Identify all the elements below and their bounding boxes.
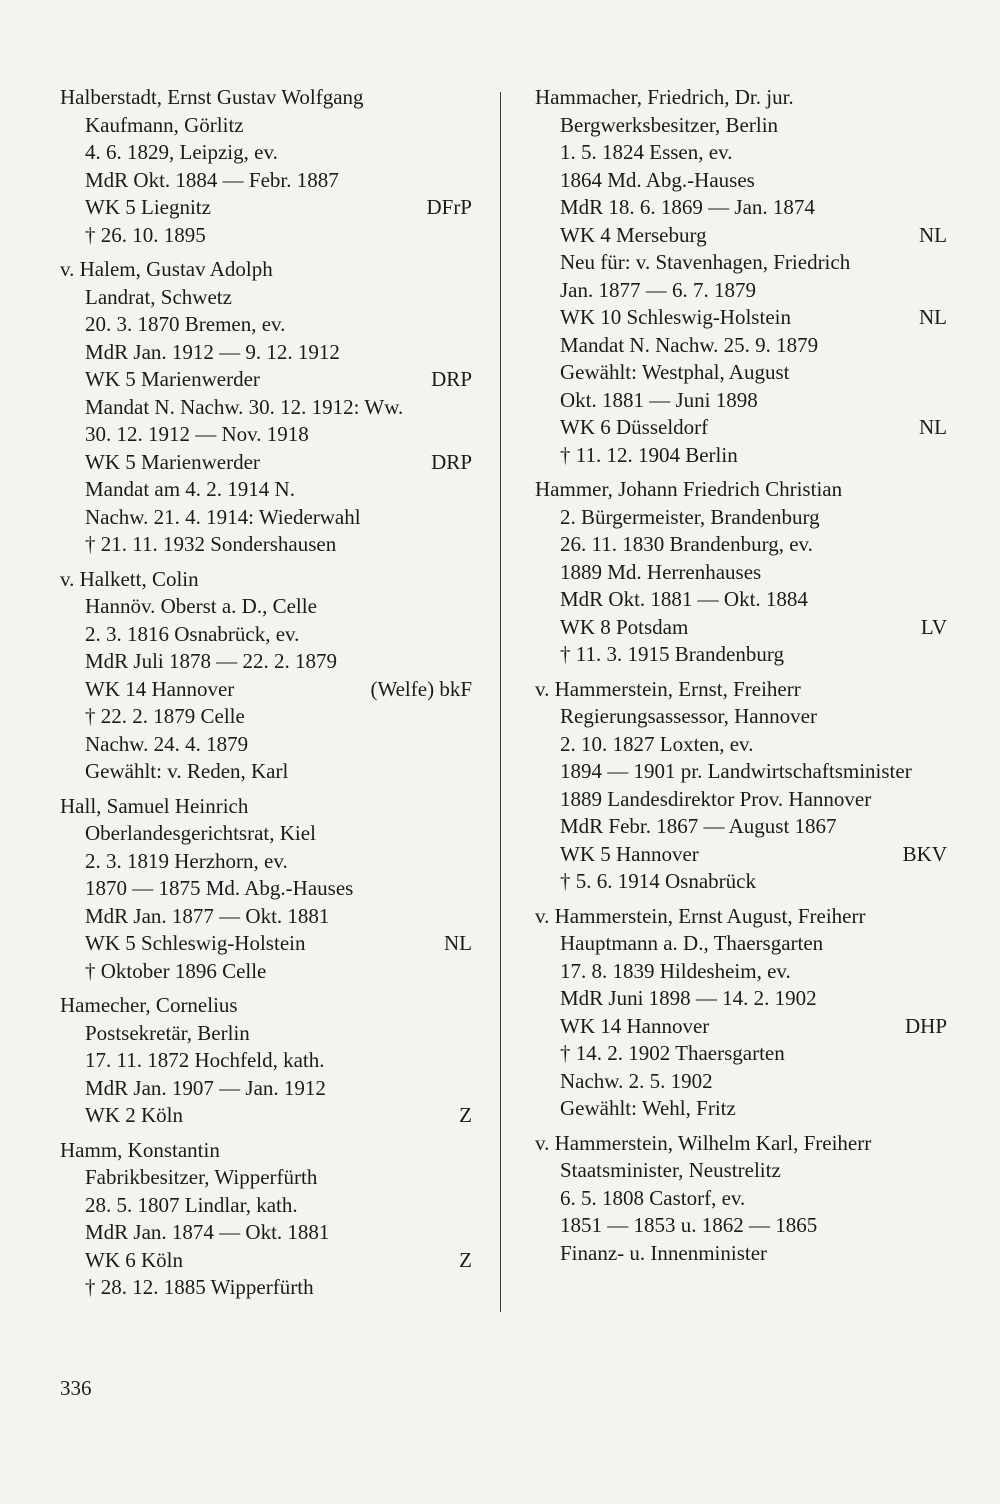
- line-text: Oberlandesgerichtsrat, Kiel: [85, 821, 316, 845]
- entry-line: [535, 559, 947, 587]
- line-text: Gewählt: Wehl, Fritz: [560, 1096, 736, 1120]
- entry-line: [535, 703, 947, 731]
- entry-line: [535, 332, 947, 360]
- entry-line: [535, 786, 947, 814]
- entry-line: [60, 112, 472, 140]
- entry-line: [60, 194, 472, 222]
- line-text: Hamecher, Cornelius: [60, 993, 238, 1017]
- line-text: 1894 — 1901 pr. Landwirtschaftsminister: [560, 759, 912, 783]
- party-label: DFrP: [426, 195, 472, 219]
- entry: [535, 84, 947, 469]
- line-text: MdR 18. 6. 1869 — Jan. 1874: [560, 195, 815, 219]
- entry-line: [60, 676, 472, 704]
- entry: [60, 256, 472, 559]
- entry-line: [535, 1185, 947, 1213]
- line-text: WK 5 Marienwerder: [85, 367, 260, 391]
- entry-line: [535, 1040, 947, 1068]
- entry-line: [60, 848, 472, 876]
- line-text: Jan. 1877 — 6. 7. 1879: [560, 277, 756, 302]
- line-text: Hamm, Konstantin: [60, 1137, 220, 1162]
- line-text: 1889 Md. Herrenhauses: [560, 559, 762, 584]
- entry-line: [535, 641, 947, 669]
- entry-line: [535, 359, 947, 387]
- line-text: † 11. 3. 1915 Brandenburg: [560, 642, 784, 666]
- entry-line: [535, 985, 947, 1013]
- entry-line: [60, 339, 472, 367]
- entry-line: [60, 366, 472, 394]
- line-text: v. Halem, Gustav Adolph: [60, 257, 273, 281]
- left-column: [60, 84, 472, 1309]
- entry: [535, 476, 947, 669]
- entry-line: [535, 930, 947, 958]
- line-text: † 11. 12. 1904 Berlin: [560, 442, 738, 467]
- entry: [535, 676, 947, 896]
- entry-heading: [535, 476, 947, 504]
- entry-line: [535, 1068, 947, 1096]
- entry: [60, 1137, 472, 1302]
- entry-heading: [535, 903, 947, 931]
- line-text: v. Hammerstein, Ernst August, Freiherr: [535, 903, 866, 928]
- line-text: WK 5 Schleswig-Holstein: [85, 931, 306, 955]
- entry-heading: [60, 566, 472, 594]
- party-label: DHP: [904, 1013, 947, 1038]
- entry-line: [60, 731, 472, 759]
- entry-line: [60, 1020, 472, 1048]
- entry: [60, 992, 472, 1130]
- entry-line: [60, 930, 472, 958]
- entry-line: [535, 958, 947, 986]
- entry-line: [60, 1075, 472, 1103]
- entry-line: [535, 841, 947, 869]
- entry-line: [60, 476, 472, 504]
- line-text: 2. 3. 1816 Osnabrück, ev.: [85, 621, 300, 646]
- line-text: MdR Jan. 1907 — Jan. 1912: [85, 1075, 326, 1100]
- party-label: NL: [444, 931, 472, 955]
- line-text: 1889 Landesdirektor Prov. Hannover: [560, 786, 872, 811]
- party-label: DRP: [431, 367, 472, 391]
- line-text: WK 8 Potsdam: [560, 614, 689, 639]
- line-text: WK 10 Schleswig-Holstein: [560, 305, 791, 329]
- entry-heading: [60, 1137, 472, 1165]
- line-text: WK 14 Hannover: [85, 676, 235, 701]
- entry-line: [535, 167, 947, 195]
- line-text: Kaufmann, Görlitz: [85, 112, 244, 137]
- line-text: 4. 6. 1829, Leipzig, ev.: [85, 140, 278, 164]
- line-text: † 22. 2. 1879 Celle: [85, 704, 245, 728]
- line-text: WK 5 Hannover: [560, 841, 699, 866]
- entry-line: [60, 1164, 472, 1192]
- entry-line: [60, 222, 472, 250]
- line-text: Gewählt: Westphal, August: [560, 360, 790, 384]
- line-text: Hannöv. Oberst a. D., Celle: [85, 594, 317, 618]
- line-text: 17. 8. 1839 Hildesheim, ev.: [560, 958, 791, 983]
- entry-line: [535, 531, 947, 559]
- line-text: Staatsminister, Neustrelitz: [560, 1158, 781, 1182]
- line-text: Okt. 1881 — Juni 1898: [560, 387, 758, 412]
- line-text: 2. 3. 1819 Herzhorn, ev.: [85, 848, 288, 873]
- line-text: Neu für: v. Stavenhagen, Friedrich: [560, 250, 851, 274]
- party-label: BKV: [902, 841, 947, 866]
- line-text: MdR Okt. 1884 — Febr. 1887: [85, 167, 339, 192]
- entry-line: [535, 1095, 947, 1123]
- entry: [60, 84, 472, 249]
- line-text: MdR Juli 1878 — 22. 2. 1879: [85, 649, 338, 673]
- line-text: † 28. 12. 1885 Wipperfürth: [85, 1275, 314, 1299]
- line-text: Bergwerksbesitzer, Berlin: [560, 112, 779, 137]
- line-text: Regierungsassessor, Hannover: [560, 704, 817, 728]
- line-text: MdR Jan. 1874 — Okt. 1881: [85, 1220, 330, 1244]
- entry-line: [60, 504, 472, 532]
- entry-line: [60, 139, 472, 167]
- line-text: Fabrikbesitzer, Wipperfürth: [85, 1165, 318, 1189]
- line-text: MdR Okt. 1881 — Okt. 1884: [560, 587, 808, 611]
- line-text: v. Halkett, Colin: [60, 566, 199, 591]
- entry: [60, 793, 472, 986]
- line-text: v. Hammerstein, Ernst, Freiherr: [535, 676, 801, 701]
- party-label: DRP: [431, 449, 472, 474]
- entry-line: [535, 504, 947, 532]
- entry: [535, 1130, 947, 1268]
- line-text: MdR Juni 1898 — 14. 2. 1902: [560, 986, 817, 1010]
- entry-line: [60, 648, 472, 676]
- entry-line: [535, 868, 947, 896]
- line-text: WK 6 Köln: [85, 1247, 183, 1272]
- entry-heading: [60, 793, 472, 821]
- line-text: Nachw. 2. 5. 1902: [560, 1068, 713, 1093]
- entry-line: [535, 813, 947, 841]
- entry-line: [60, 284, 472, 312]
- entry-line: [535, 249, 947, 277]
- line-text: † Oktober 1896 Celle: [85, 958, 267, 983]
- line-text: WK 5 Marienwerder: [85, 449, 260, 474]
- entry-line: [60, 875, 472, 903]
- line-text: 30. 12. 1912 — Nov. 1918: [85, 422, 309, 446]
- line-text: 17. 11. 1872 Hochfeld, kath.: [85, 1048, 325, 1072]
- entry-line: [535, 1212, 947, 1240]
- line-text: WK 4 Merseburg: [560, 222, 707, 247]
- entry-line: [535, 387, 947, 415]
- line-text: † 21. 11. 1932 Sondershausen: [85, 532, 337, 556]
- line-text: WK 6 Düsseldorf: [560, 415, 709, 439]
- line-text: WK 2 Köln: [85, 1103, 183, 1127]
- line-text: Finanz- u. Innenminister: [560, 1240, 768, 1265]
- entry-heading: [60, 84, 472, 112]
- entry-line: [60, 1192, 472, 1220]
- entry-line: [535, 414, 947, 442]
- entry-line: [60, 449, 472, 477]
- entry: [535, 903, 947, 1123]
- line-text: 1870 — 1875 Md. Abg.-Hauses: [85, 876, 354, 900]
- line-text: 2. 10. 1827 Loxten, ev.: [560, 731, 754, 756]
- page-number: 336: [60, 1376, 92, 1400]
- entry-line: [60, 167, 472, 195]
- line-text: † 14. 2. 1902 Thaersgarten: [560, 1041, 785, 1065]
- entry-line: [60, 1047, 472, 1075]
- entry-line: [60, 903, 472, 931]
- entry-line: [60, 820, 472, 848]
- party-label: Z: [459, 1103, 472, 1127]
- entry-heading: [60, 992, 472, 1020]
- column-divider: [500, 92, 501, 1312]
- line-text: WK 5 Liegnitz: [85, 195, 211, 219]
- entry-line: [60, 394, 472, 422]
- entry-line: [535, 222, 947, 250]
- right-column: [535, 84, 947, 1274]
- line-text: Hammacher, Friedrich, Dr. jur.: [535, 85, 794, 109]
- entry-line: [60, 1247, 472, 1275]
- entry-line: [535, 304, 947, 332]
- entry-line: [60, 421, 472, 449]
- party-label: NL: [919, 222, 947, 247]
- line-text: Halberstadt, Ernst Gustav Wolfgang: [60, 85, 364, 109]
- entry-heading: [535, 676, 947, 704]
- line-text: MdR Jan. 1877 — Okt. 1881: [85, 903, 330, 928]
- entry-heading: [60, 256, 472, 284]
- line-text: Gewählt: v. Reden, Karl: [85, 759, 289, 783]
- entry-line: [535, 614, 947, 642]
- line-text: Mandat N. Nachw. 30. 12. 1912: Ww.: [85, 394, 404, 419]
- entry-line: [60, 1102, 472, 1130]
- party-label: LV: [920, 614, 947, 639]
- entry-line: [60, 1274, 472, 1302]
- line-text: 26. 11. 1830 Brandenburg, ev.: [560, 532, 813, 556]
- entry-line: [535, 586, 947, 614]
- line-text: Landrat, Schwetz: [85, 284, 232, 309]
- line-text: Hall, Samuel Heinrich: [60, 793, 249, 818]
- entry-line: [60, 958, 472, 986]
- entry-line: [535, 758, 947, 786]
- entry-line: [535, 731, 947, 759]
- line-text: MdR Febr. 1867 — August 1867: [560, 814, 837, 838]
- line-text: 28. 5. 1807 Lindlar, kath.: [85, 1192, 298, 1217]
- entry-heading: [535, 1130, 947, 1158]
- entry-line: [535, 442, 947, 470]
- line-text: v. Hammerstein, Wilhelm Karl, Freiherr: [535, 1130, 872, 1155]
- line-text: † 5. 6. 1914 Osnabrück: [560, 869, 756, 893]
- line-text: 1. 5. 1824 Essen, ev.: [560, 140, 733, 164]
- line-text: 1864 Md. Abg.-Hauses: [560, 167, 755, 192]
- entry-line: [535, 1157, 947, 1185]
- line-text: Mandat am 4. 2. 1914 N.: [85, 477, 295, 501]
- party-label: (Welfe) bkF: [370, 676, 472, 701]
- entry-line: [535, 194, 947, 222]
- line-text: 2. Bürgermeister, Brandenburg: [560, 504, 820, 529]
- line-text: 1851 — 1853 u. 1862 — 1865: [560, 1213, 818, 1237]
- line-text: Postsekretär, Berlin: [85, 1020, 250, 1045]
- entry-line: [60, 531, 472, 559]
- entry-line: [535, 1013, 947, 1041]
- entry-line: [60, 758, 472, 786]
- entry-line: [60, 593, 472, 621]
- entry-line: [535, 1240, 947, 1268]
- party-label: Z: [459, 1247, 472, 1272]
- entry-line: [60, 621, 472, 649]
- entry: [60, 566, 472, 786]
- entry-line: [535, 139, 947, 167]
- entry-line: [60, 1219, 472, 1247]
- entry-line: [535, 277, 947, 305]
- line-text: 6. 5. 1808 Castorf, ev.: [560, 1185, 746, 1210]
- entry-heading: [535, 84, 947, 112]
- entry-line: [60, 703, 472, 731]
- entry-line: [535, 112, 947, 140]
- line-text: WK 14 Hannover: [560, 1013, 710, 1038]
- line-text: 20. 3. 1870 Bremen, ev.: [85, 312, 286, 336]
- line-text: Nachw. 24. 4. 1879: [85, 731, 249, 756]
- line-text: MdR Jan. 1912 — 9. 12. 1912: [85, 339, 340, 364]
- entry-line: [60, 311, 472, 339]
- line-text: Mandat N. Nachw. 25. 9. 1879: [560, 332, 819, 357]
- line-text: Hammer, Johann Friedrich Christian: [535, 477, 843, 501]
- line-text: Nachw. 21. 4. 1914: Wiederwahl: [85, 504, 361, 529]
- party-label: NL: [919, 305, 947, 329]
- line-text: Hauptmann a. D., Thaersgarten: [560, 931, 824, 955]
- line-text: † 26. 10. 1895: [85, 222, 206, 247]
- party-label: NL: [919, 415, 947, 439]
